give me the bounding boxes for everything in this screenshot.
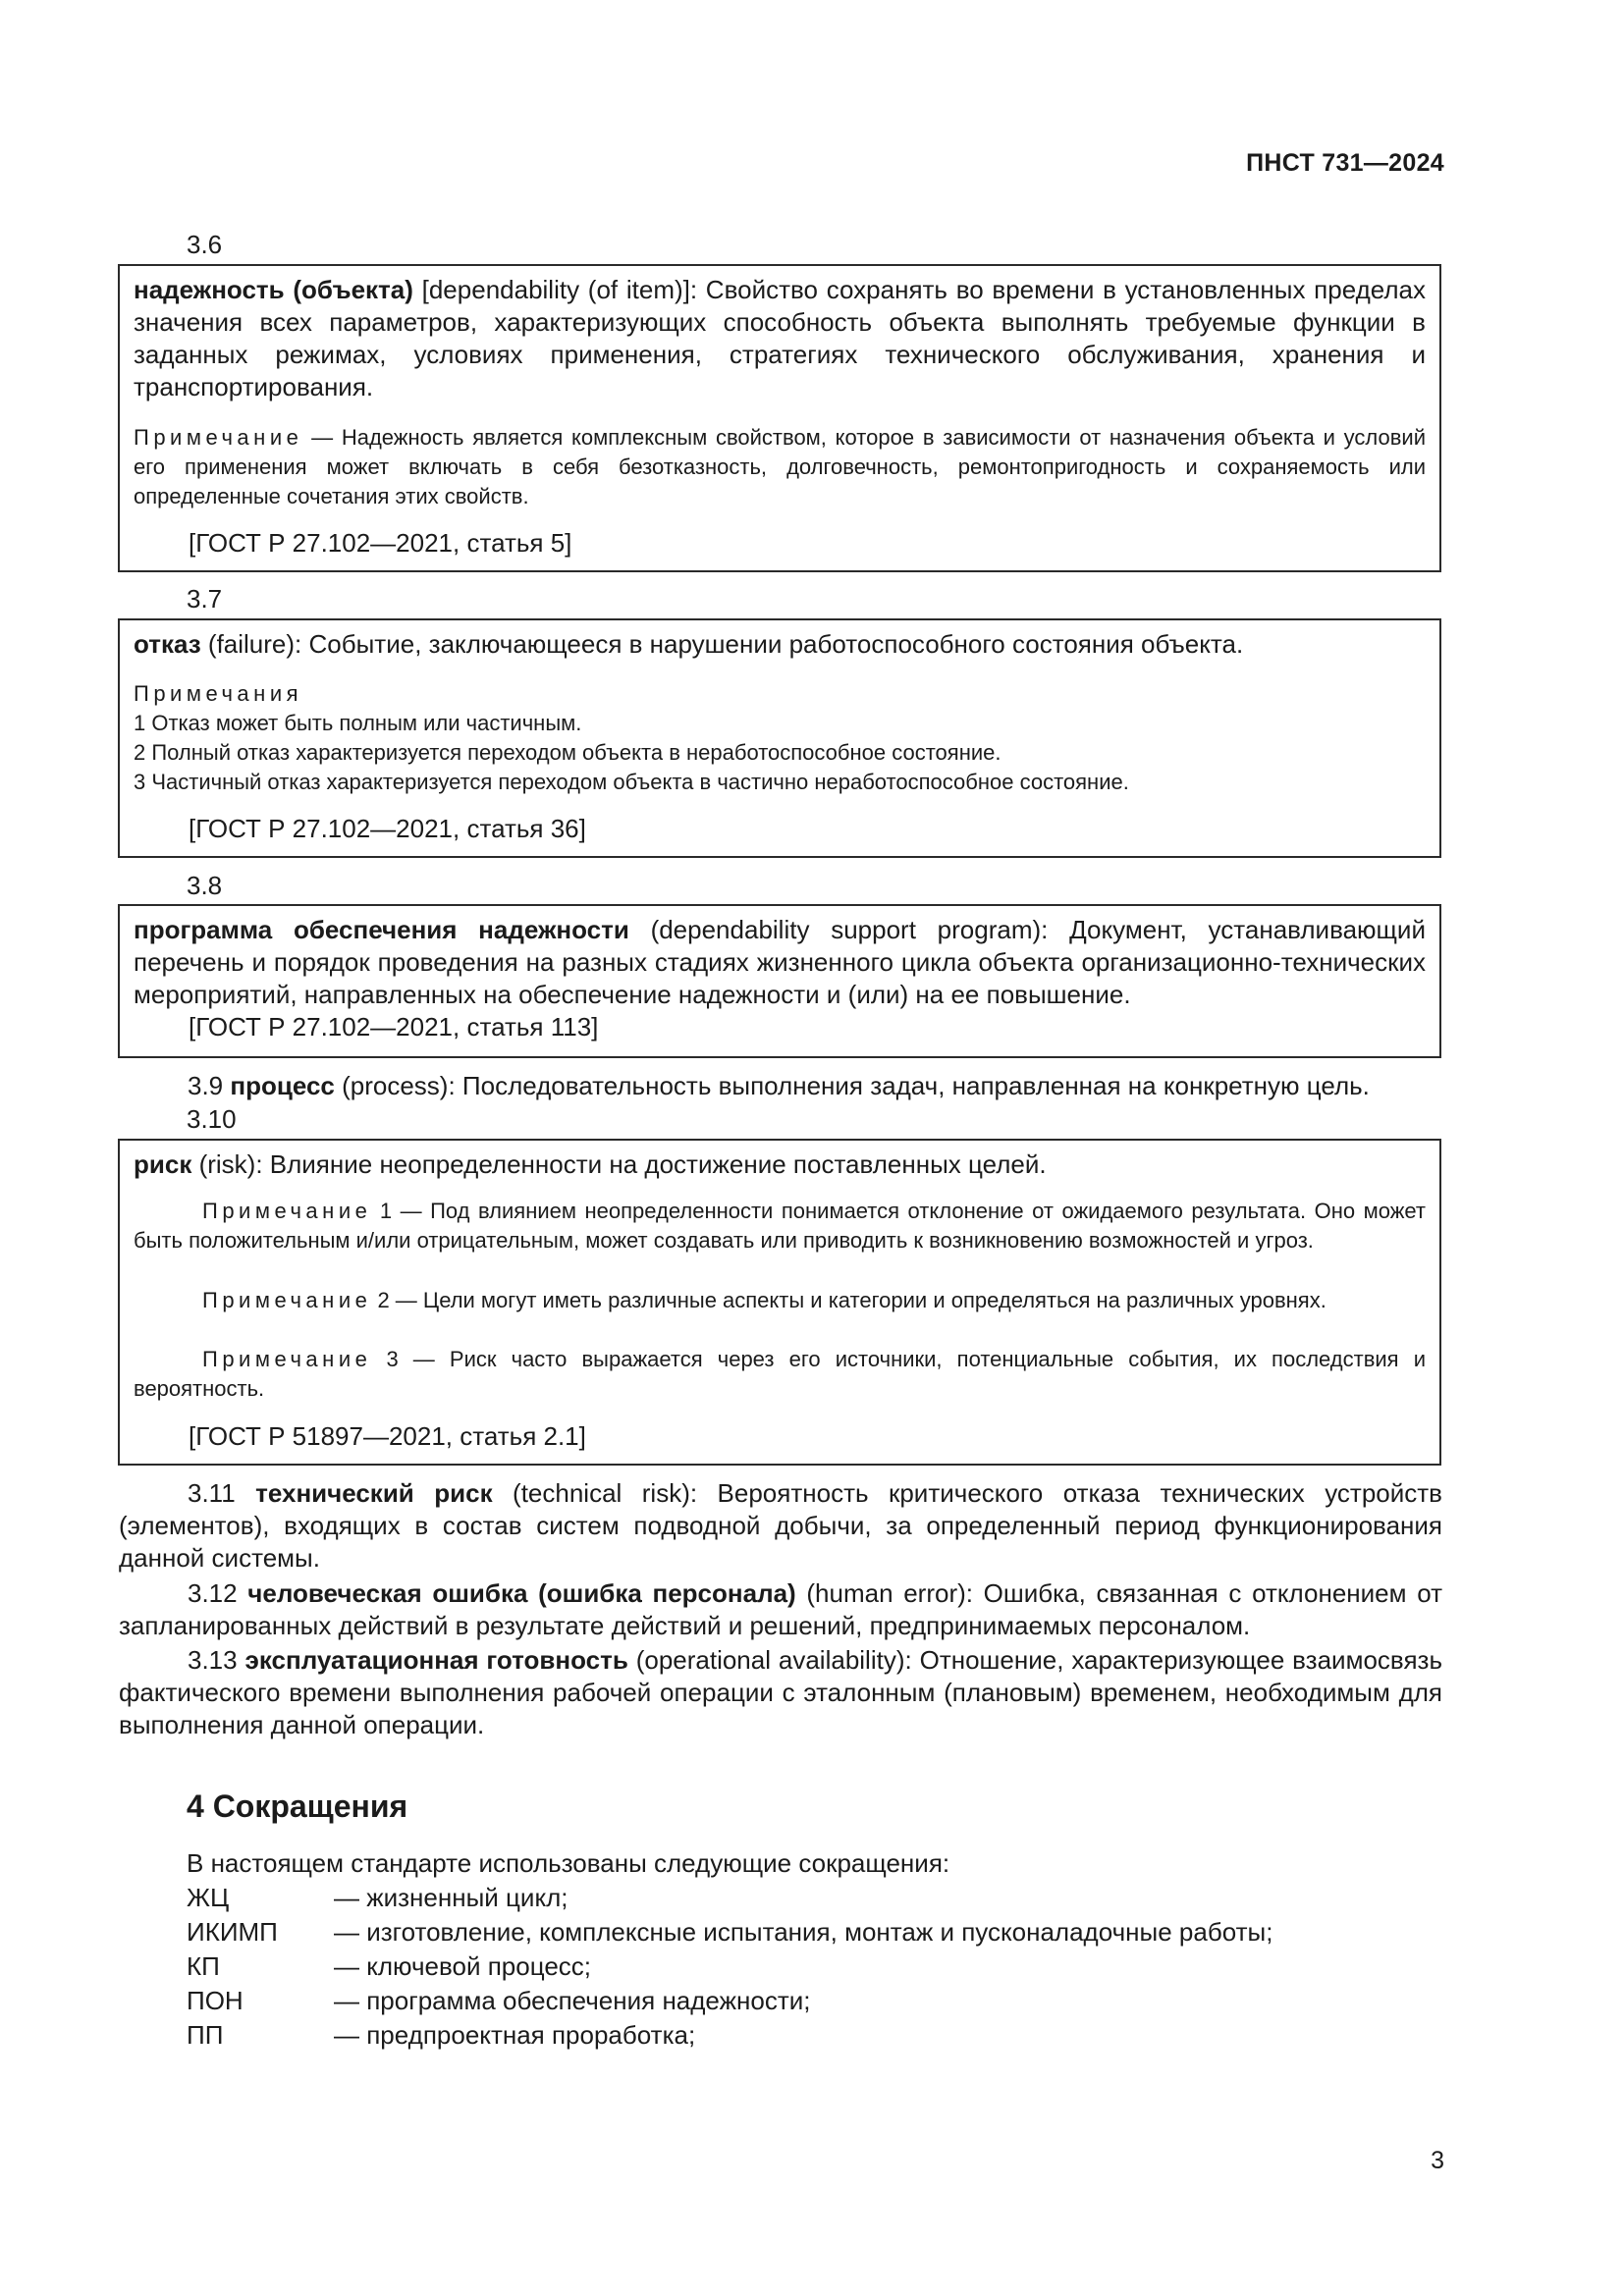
term-name: программа обеспечения надежности (134, 915, 629, 944)
abbreviation: ПП (187, 2020, 224, 2050)
abbreviation: КП (187, 1951, 220, 1981)
abbreviation-desc: — предпроектная проработка; (334, 2020, 696, 2050)
term-name: риск (134, 1149, 192, 1179)
term-definition (134, 1148, 1426, 1181)
page-number: 3 (1431, 2147, 1444, 2174)
term-technical-risk: 3.11 технический риск (technical risk): Вероятность критического отказа технических устройств (элементов), входящих в состав систем подводной добычи, за определенный период функционирования данной системы. (119, 1478, 1442, 1573)
term-number: 3.10 (187, 1104, 237, 1134)
abbreviation-desc: — жизненный цикл; (334, 1883, 568, 1912)
term-text: (human error): Ошибка, связанная с отклонением от запланированных действий в результате действий и решений, предпринимаемых персоналом. (119, 1578, 1442, 1640)
abbreviation: ИКИМП (187, 1917, 278, 1947)
section-heading: 4 Сокращения (187, 1789, 408, 1824)
abbreviation-desc: — изготовление, комплексные испытания, монтаж и пусконаладочные работы; (334, 1917, 1273, 1947)
term-note: Примечание 2 — Цели могут иметь различные аспекты и категории и определяться на различных уровнях. (202, 1288, 1326, 1312)
term-process: 3.9 процесс (process): Последовательность выполнения задач, направленная на конкретную цель. (188, 1071, 1370, 1100)
term-text: (technical risk): Вероятность критического отказа технических устройств (элементов), входящих в состав систем подводной добычи, за определенный период функционирования данной системы. (119, 1478, 1442, 1573)
abbreviation: ЖЦ (187, 1883, 230, 1912)
term-source: [ГОСТ Р 27.102—2021, статья 113] (189, 1012, 599, 1041)
term-name: надежность (объекта) (134, 275, 413, 304)
term-name: процесс (230, 1071, 335, 1100)
abbreviation-row (187, 1985, 810, 2017)
document-code: ПНСТ 731—2024 (1246, 149, 1444, 177)
term-definition (134, 914, 1426, 1011)
term-name: отказ (134, 629, 201, 659)
abbreviation-desc: — ключевой процесс; (334, 1951, 592, 1981)
term-box-dependability-program (118, 904, 1441, 1058)
term-text: (risk): Влияние неопределенности на достижение поставленных целей. (191, 1149, 1047, 1179)
term-source: [ГОСТ Р 51897—2021, статья 2.1] (189, 1421, 586, 1451)
term-box-risk (118, 1139, 1441, 1466)
abbreviation-row (187, 1916, 1272, 1949)
term-source: [ГОСТ Р 27.102—2021, статья 5] (189, 528, 572, 558)
term-text: (operational availability): Отношение, характеризующее взаимосвязь фактического времени выполнения рабочей операции с эталонным (плановым) временем, необходимым для выполнения данной операции. (119, 1645, 1442, 1739)
term-note (134, 423, 1426, 511)
note-item: 2 Полный отказ характеризуется переходом объекта в неработоспособное состояние. (134, 740, 1001, 765)
term-text: (dependability support program): Документ, устанавливающий перечень и порядок проведения на разных стадиях жизненного цикла объекта организационно-технических мероприятий, направленных на обеспечение надежности и (или) на ее повышение. (134, 915, 1426, 1009)
term-number: 3.8 (187, 871, 223, 900)
term-box-failure (118, 618, 1441, 858)
note-item: 3 Частичный отказ характеризуется переходом объекта в частично неработоспособное состояние. (134, 770, 1129, 794)
term-name: технический риск (255, 1478, 493, 1508)
term-text: (process): Последовательность выполнения задач, направленная на конкретную цель. (334, 1071, 1370, 1100)
term-name: человеческая ошибка (ошибка персонала) (247, 1578, 796, 1608)
term-text: [dependability (of item)]: Свойство сохранять во времени в установленных пределах значения всех параметров, характеризующих способность объекта выполнять требуемые функции в заданных режимах, условиях применения, стратегиях технического обслуживания, хранения и транспортирования. (134, 275, 1426, 401)
term-box-dependability (118, 264, 1441, 572)
abbreviation-row (187, 1950, 591, 1983)
term-number: 3.6 (187, 230, 223, 259)
abbreviation-desc: — программа обеспечения надежности; (334, 1986, 811, 2015)
term-number: 3.7 (187, 584, 223, 614)
abbreviation-row (187, 2019, 695, 2052)
notes-label: Примечания (134, 681, 303, 706)
term-name: эксплуатационная готовность (244, 1645, 628, 1675)
note-label: Примечание (134, 425, 303, 450)
note-item: 1 Отказ может быть полным или частичным. (134, 711, 582, 735)
abbreviation-row (187, 1882, 568, 1914)
note-text: — Надежность является комплексным свойством, которое в зависимости от назначения объекта и условий его применения может включать в себя безотказность, долговечность, ремонтопригодность и сохраняемость или определенные сочетания этих свойств. (134, 425, 1426, 508)
term-definition (134, 274, 1426, 403)
term-note: Примечание 1 — Под влиянием неопределенности понимается отклонение от ожидаемого результата. Оно может быть положительным и/или отрицательным, может создавать или приводить к возникновению возможностей и угроз. (134, 1199, 1426, 1253)
term-source: [ГОСТ Р 27.102—2021, статья 36] (189, 814, 586, 843)
term-note: Примечание 3 — Риск часто выражается через его источники, потенциальные события, их последствия и вероятность. (134, 1347, 1426, 1401)
term-text: (failure): Событие, заключающееся в нарушении работоспособного состояния объекта. (200, 629, 1244, 659)
term-definition (134, 628, 1426, 661)
term-operational-availability: 3.13 эксплуатационная готовность (operational availability): Отношение, характеризующее взаимосвязь фактического времени выполнения рабочей операции с эталонным (плановым) временем, необходимым для выполнения данной операции. (119, 1645, 1442, 1739)
abbreviation: ПОН (187, 1986, 244, 2015)
section-intro: В настоящем стандарте использованы следующие сокращения: (187, 1848, 950, 1878)
term-human-error: 3.12 человеческая ошибка (ошибка персонала) (human error): Ошибка, связанная с отклонением от запланированных действий в результате действий и решений, предпринимаемых персоналом. (119, 1578, 1442, 1640)
